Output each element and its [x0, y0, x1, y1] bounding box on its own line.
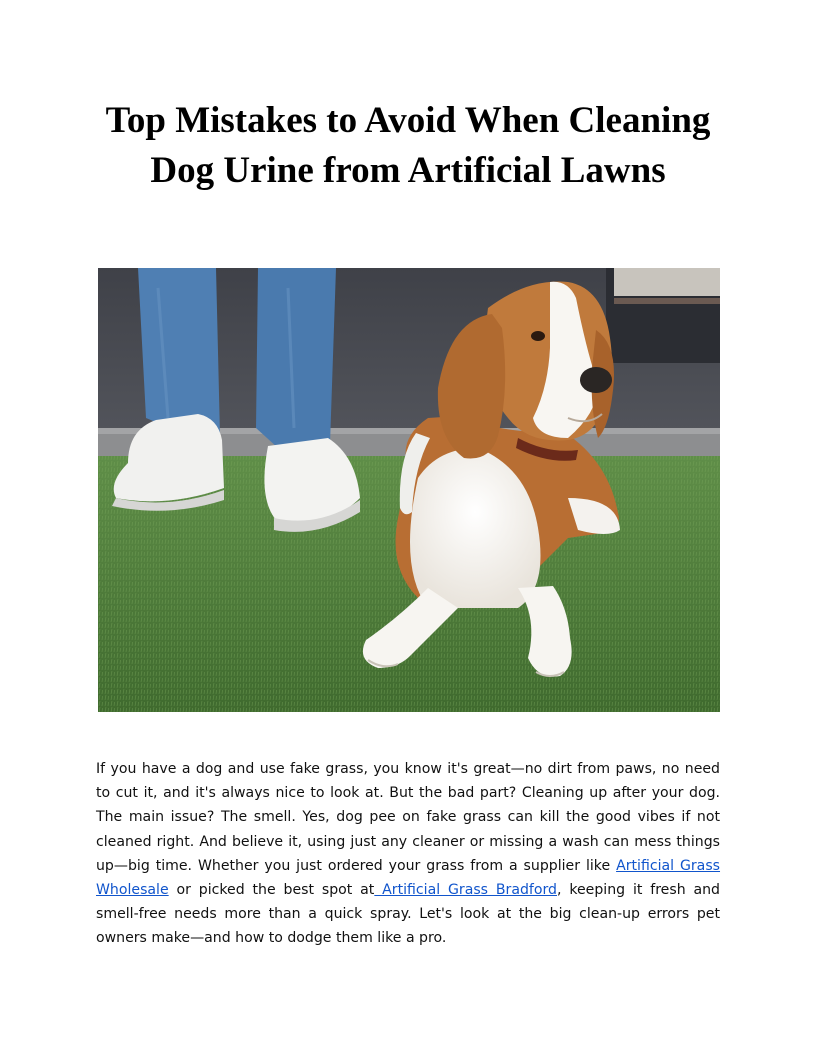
- article-title: [60, 96, 756, 196]
- intro-text-3: , keeping it fresh and smell-free needs more than a quick spray. Let's look at the big clean-up errors pet owners make—and how to dodge them like a pro.: [96, 882, 721, 947]
- dog-nose: [580, 367, 612, 393]
- hero-photo-beagle-on-artificial-grass: [98, 268, 720, 712]
- title-line-1: Top Mistakes to Avoid When Cleaning: [105, 100, 711, 141]
- intro-paragraph: [96, 757, 720, 951]
- intro-text-1: If you have a dog and use fake grass, you know it's great—no dirt from paws, no need to cut it, and it's always nice to look at. But the bad part? Cleaning up after your dog. The main issue? The smell. Yes, dog pee on fake grass can kill the good vibes if not cleaned right. And believe it, using just any cleaner or missing a wash can mess things up—big time. Whether you just ordered your grass from a supplier like: [96, 761, 720, 874]
- artificial-grass-bradford-link[interactable]: Artificial Grass Bradford: [374, 882, 558, 899]
- right-leg-jeans: [256, 268, 336, 448]
- artificial-grass-wholesale-link[interactable]: Artificial Grass Wholesale: [96, 857, 721, 899]
- dog-eye: [531, 331, 545, 341]
- title-line-2: Dog Urine from Artificial Lawns: [150, 150, 666, 191]
- intro-text-2: or picked the best spot at: [168, 882, 375, 899]
- left-leg-jeans: [138, 268, 220, 440]
